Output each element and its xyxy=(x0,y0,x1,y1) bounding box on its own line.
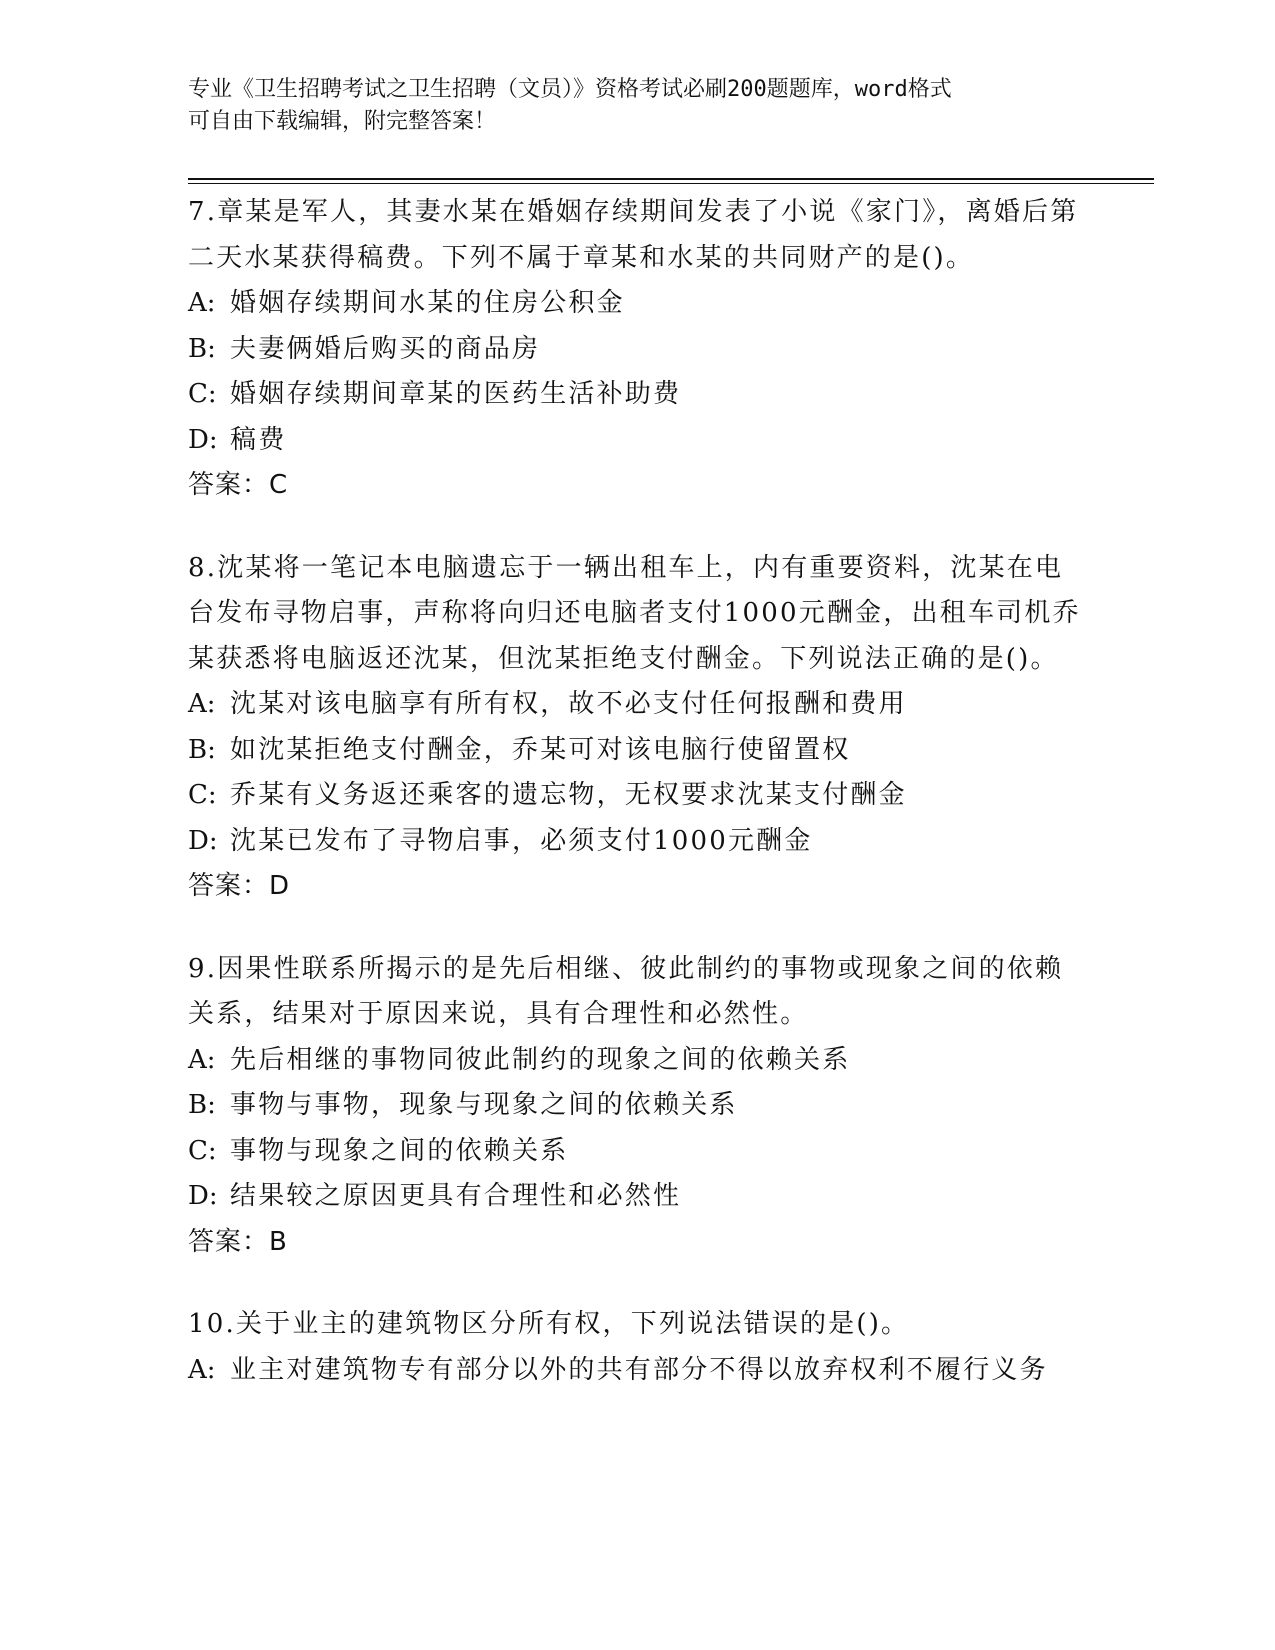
option-letter: C: xyxy=(188,1135,217,1166)
document-header xyxy=(188,74,1068,138)
option-c xyxy=(188,372,1088,418)
question-stem: 10.关于业主的建筑物区分所有权，下列说法错误的是()。 xyxy=(188,1309,910,1339)
option-letter: B: xyxy=(188,333,216,364)
question-10 xyxy=(188,1302,1088,1393)
option-letter: B: xyxy=(188,1090,216,1120)
answer-line: 答案：B xyxy=(188,1226,288,1257)
option-c xyxy=(188,773,1088,819)
question-stem: 9.因果性联系所揭示的是先后相继、彼此制约的事物或现象之间的依赖关系，结果对于原因来说，具有合理性和必然性。 xyxy=(188,953,1064,1029)
answer-line: 答案：C xyxy=(188,470,289,500)
option-c xyxy=(188,1129,1088,1175)
option-letter: B: xyxy=(188,734,216,765)
option-text: 先后相继的事物同彼此制约的现象之间的依赖关系 xyxy=(230,1044,851,1075)
option-letter: C: xyxy=(188,780,217,810)
option-letter: A: xyxy=(188,689,216,719)
option-d xyxy=(188,418,1088,464)
answer-line: 答案：D xyxy=(188,871,291,901)
option-b xyxy=(188,327,1088,373)
option-text: 沈某已发布了寻物启事，必须支付1000元酬金 xyxy=(230,825,813,856)
option-letter: A: xyxy=(188,288,216,318)
option-letter: A: xyxy=(188,1354,216,1385)
option-b xyxy=(188,1083,1088,1129)
option-text: 沈某对该电脑享有所有权，故不必支付任何报酬和费用 xyxy=(230,689,907,719)
question-stem: 7.章某是军人，其妻水某在婚姻存续期间发表了小说《家门》，离婚后第二天水某获得稿费。下列不属于章某和水某的共同财产的是()。 xyxy=(188,197,1079,273)
option-letter: D: xyxy=(188,424,218,455)
option-a xyxy=(188,682,1088,728)
option-text: 婚姻存续期间章某的医药生活补助费 xyxy=(230,379,682,409)
option-text: 婚姻存续期间水某的住房公积金 xyxy=(230,288,625,318)
header-divider-thin xyxy=(188,183,1154,184)
option-d xyxy=(188,1174,1088,1220)
option-letter: C: xyxy=(188,379,217,409)
option-a xyxy=(188,1038,1088,1084)
option-text: 事物与现象之间的依赖关系 xyxy=(230,1135,569,1166)
header-line-2: 可自由下载编辑，附完整答案！ xyxy=(188,109,497,134)
option-text: 业主对建筑物专有部分以外的共有部分不得以放弃权利不履行义务 xyxy=(230,1354,1048,1385)
option-letter: D: xyxy=(188,1181,218,1211)
option-d xyxy=(188,819,1088,865)
question-8 xyxy=(188,546,1088,910)
option-text: 如沈某拒绝支付酬金，乔某可对该电脑行使留置权 xyxy=(230,734,851,765)
question-list xyxy=(188,190,1088,1430)
option-a xyxy=(188,281,1088,327)
option-b xyxy=(188,728,1088,774)
option-text: 结果较之原因更具有合理性和必然性 xyxy=(230,1181,682,1211)
option-a xyxy=(188,1348,1088,1394)
header-divider xyxy=(188,178,1154,180)
question-7 xyxy=(188,190,1088,509)
option-letter: A: xyxy=(188,1044,216,1075)
option-text: 夫妻俩婚后购买的商品房 xyxy=(230,333,541,364)
option-text: 事物与事物，现象与现象之间的依赖关系 xyxy=(230,1090,738,1120)
question-stem: 8.沈某将一笔记本电脑遗忘于一辆出租车上，内有重要资料，沈某在电台发布寻物启事，声称将向归还电脑者支付1000元酬金，出租车司机乔某获悉将电脑返还沈某，但沈某拒绝支付酬金。下列说法正确的是()。 xyxy=(188,552,1081,674)
option-letter: D: xyxy=(188,825,218,856)
header-line-1: 专业《卫生招聘考试之卫生招聘（文员）》资格考试必刷200题题库，word格式 xyxy=(188,77,952,102)
option-text: 稿费 xyxy=(230,424,287,455)
option-text: 乔某有义务返还乘客的遗忘物，无权要求沈某支付酬金 xyxy=(230,780,907,810)
question-9 xyxy=(188,947,1088,1266)
